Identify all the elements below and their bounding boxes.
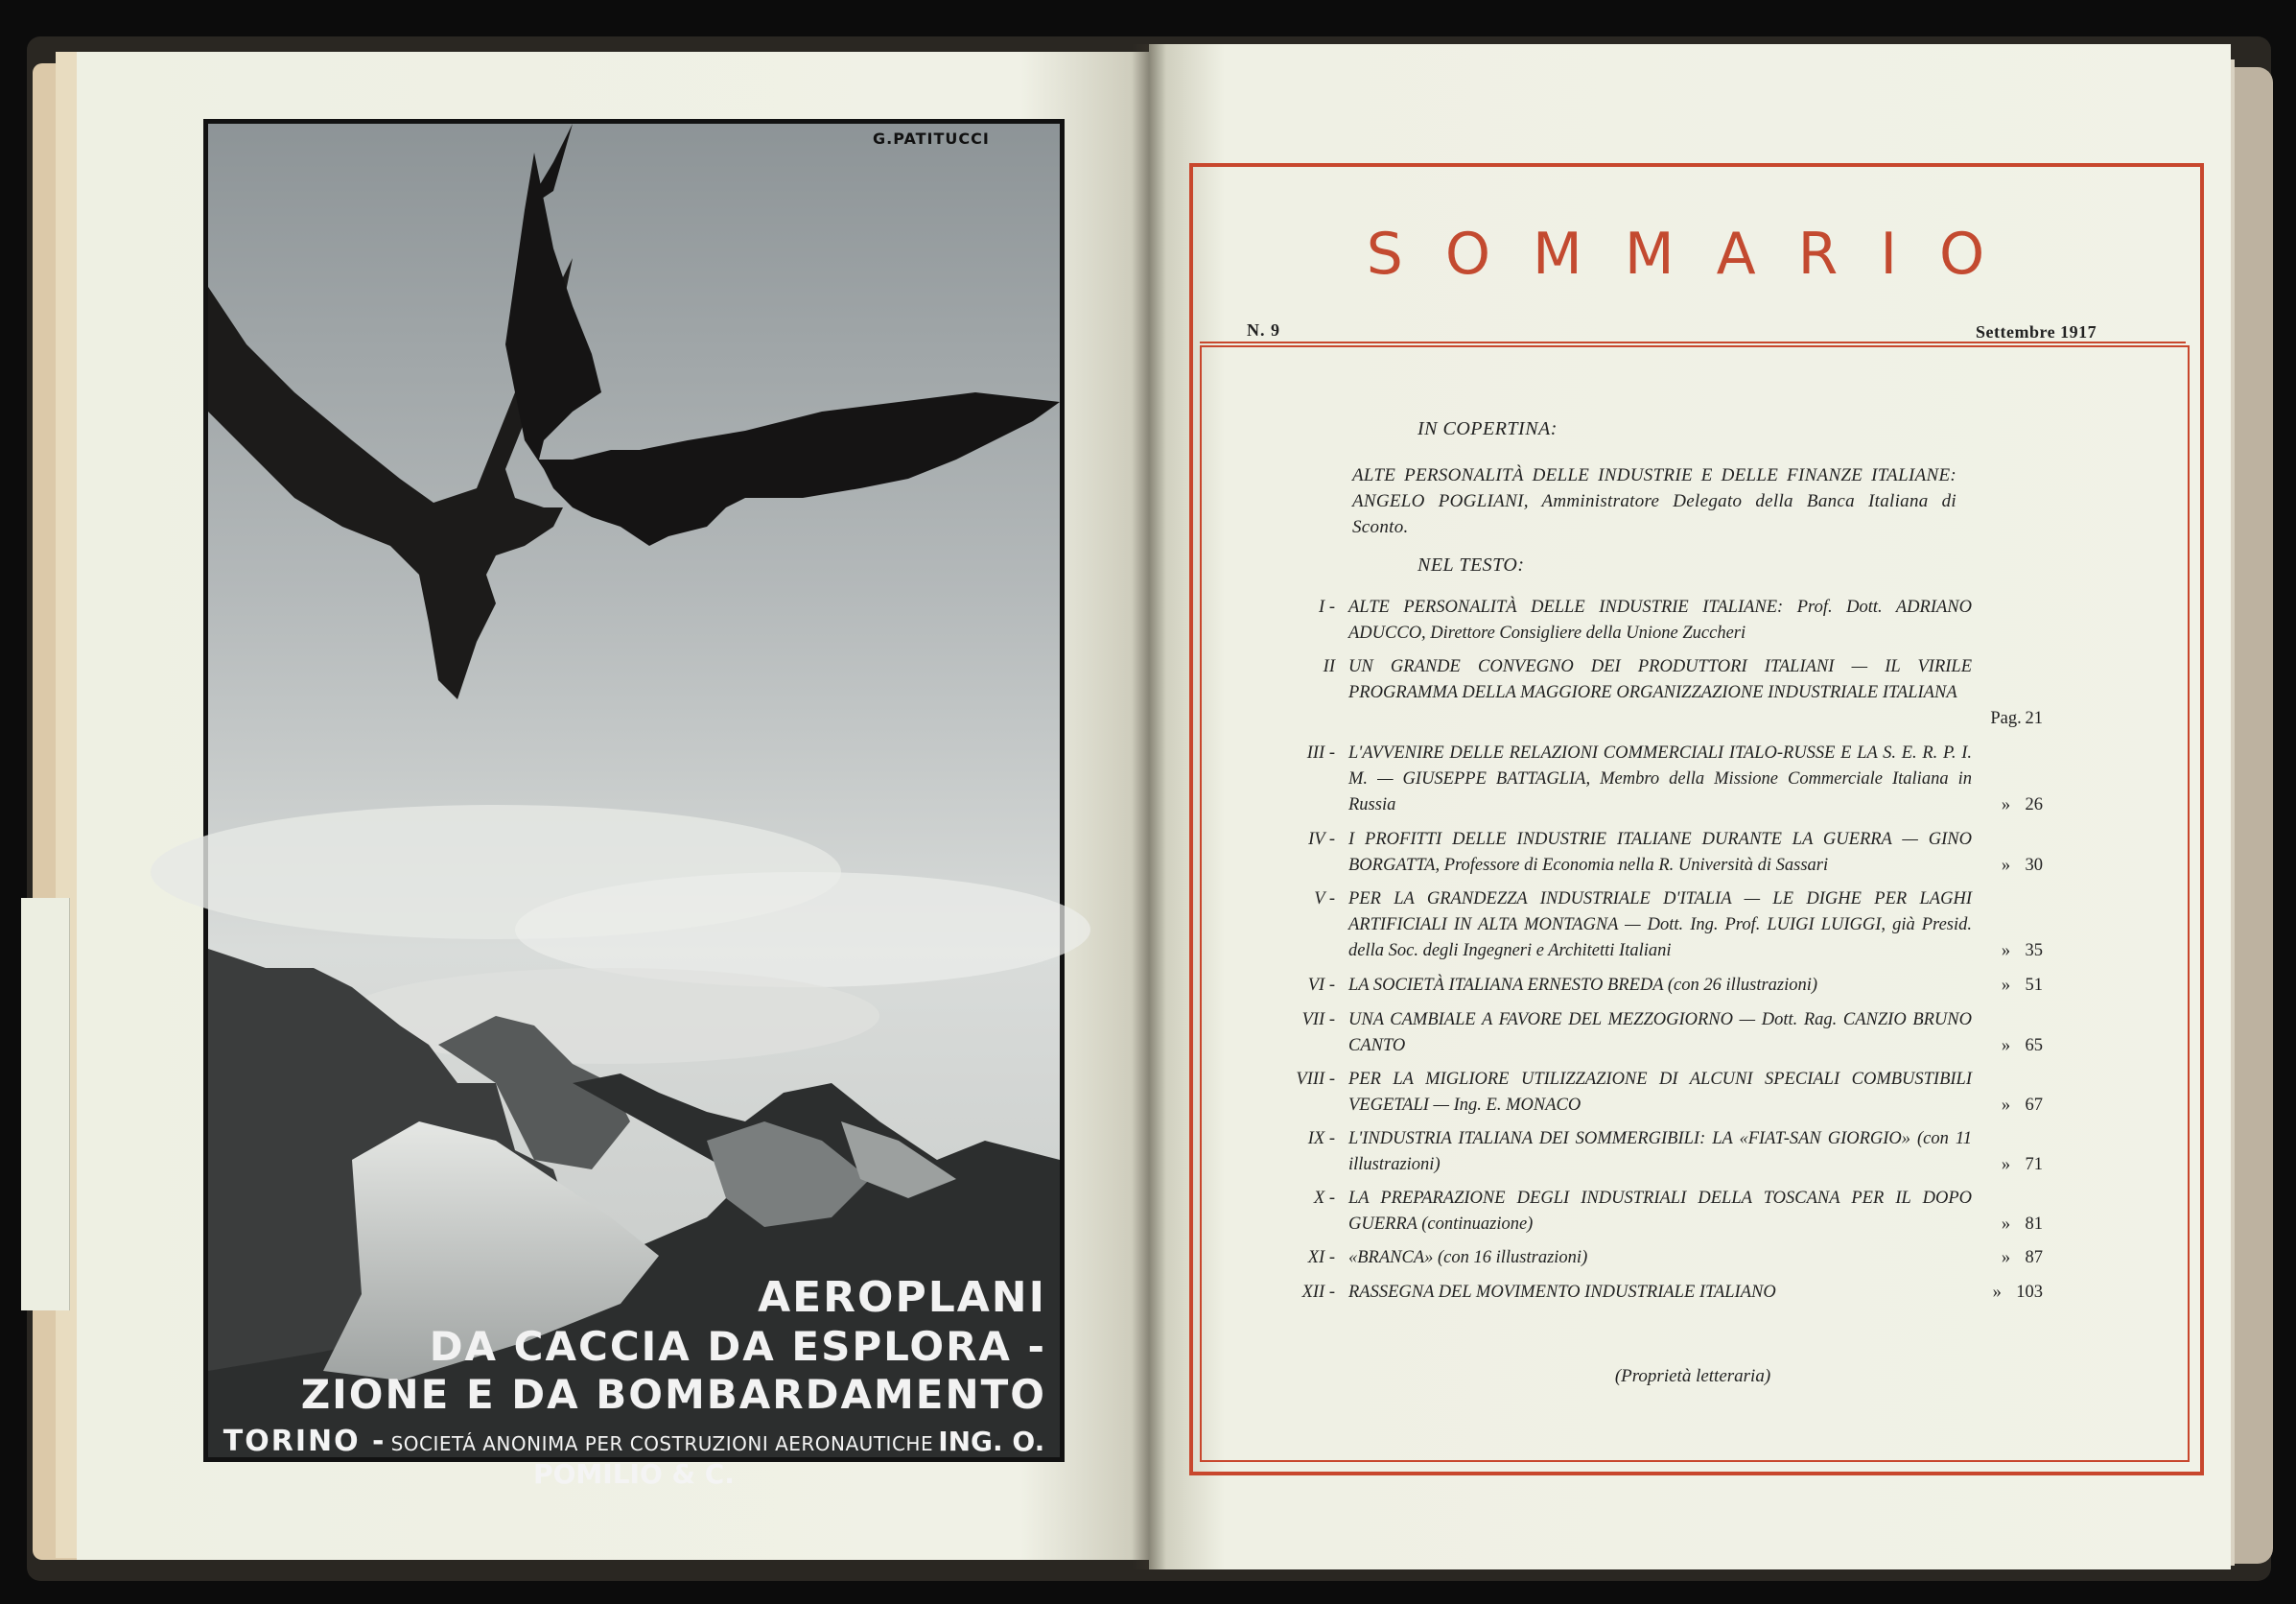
toc-number: III - [1306,743,1335,763]
toc-page-number: 26 [2025,795,2043,814]
poster-footer-company: SOCIETÁ ANONIMA PER COSTRUZIONI AERONAUTICHE [390,1432,934,1455]
toc-page-number: 103 [2016,1283,2043,1302]
toc-page [1956,621,2043,647]
toc-page-number: 35 [2025,941,2043,960]
toc-page-number: 65 [2025,1036,2043,1055]
toc-title: L'INDUSTRIA ITALIANA DEI SOMMERGIBILI: LA «FIAT-SAN GIORGIO» (con 11 illustrazioni) [1348,1129,1972,1174]
toc-page-mark: Pag. [1990,709,2022,728]
toc-number: IV - [1308,830,1335,849]
poster-title-line-3: ZIONE E DA BOMBARDAMENTO [300,1371,1046,1418]
toc-entry [1247,595,2043,647]
toc-number: XI - [1307,1248,1335,1267]
toc-number: VIII - [1296,1070,1335,1089]
cover-label: IN COPERTINA: [1417,418,1558,439]
text-label: NEL TESTO: [1417,554,1525,576]
toc-page [1956,1152,2043,1178]
artist-signature: G.PATITUCCI [873,130,990,148]
toc-number: IX - [1307,1129,1335,1148]
toc-title: I PROFITTI DELLE INDUSTRIE ITALIANE DURANTE LA GUERRA — GINO BORGATTA, Professore di Economia nella R. Università di Sassari [1348,830,1972,875]
toc-page-mark: » [2001,1248,2011,1267]
toc-title: RASSEGNA DEL MOVIMENTO INDUSTRIALE ITALIANO [1348,1283,1776,1302]
toc-title: ALTE PERSONALITÀ DELLE INDUSTRIE ITALIANE: Prof. Dott. ADRIANO ADUCCO, Direttore Consigliere della Unione Zuccheri [1348,598,1972,643]
toc-page [1956,1280,2043,1306]
toc-page-mark: » [2001,976,2011,995]
page-title: SOMMARIO [1366,221,2027,288]
toc-entry [1247,1245,2043,1271]
toc-page [1956,973,2043,999]
toc-page [1956,1033,2043,1059]
toc-entry [1247,973,2043,999]
poster-footer-owner: ING. O. POMILIO & C. [533,1426,1045,1490]
toc-title: «BRANCA» (con 16 illustrazioni) [1348,1248,1588,1267]
toc-entry [1247,1126,2043,1178]
toc-page [1956,792,2043,818]
toc-entry [1247,1186,2043,1238]
toc-page-number: 67 [2025,1096,2043,1115]
toc-page-mark: » [2001,1155,2011,1174]
toc-entry [1247,1007,2043,1059]
toc-page-number: 30 [2025,856,2043,875]
toc-page-number: 81 [2025,1215,2043,1234]
poster-footer [208,1425,1060,1490]
toc-title: PER LA GRANDEZZA INDUSTRIALE D'ITALIA — LE DIGHE PER LAGHI ARTIFICIALI IN ALTA MONTAGNA — Dott. Ing. Prof. LUIGI LUIGGI, già Presid. della Soc. degli Ingegneri e Architetti Italiani [1348,889,1972,960]
copyright-note: (Proprietà letteraria) [1614,1366,1771,1386]
toc-page-number: 71 [2025,1155,2043,1174]
toc-page-mark: » [2001,1215,2011,1234]
toc-page-number: 21 [2025,709,2043,728]
cover-description: ALTE PERSONALITÀ DELLE INDUSTRIE E DELLE FINANZE ITALIANE: ANGELO POGLIANI, Amministratore Delegato della Banca Italiana di Sconto. [1352,465,1956,537]
toc-page [1956,706,2043,732]
toc-page [1956,1212,2043,1238]
toc-page-mark: » [2001,856,2011,875]
poster-title-line-2: DA CACCIA DA ESPLORA - [429,1323,1046,1370]
toc-entry [1247,1067,2043,1119]
poster-illustration [208,124,1060,1490]
toc-entry [1247,741,2043,818]
toc-number: XII - [1301,1283,1335,1302]
book-gutter [1132,44,1166,1569]
toc-entry [1247,886,2043,964]
eagles-mountain-illustration [208,124,1060,1457]
page-tab [21,898,70,1310]
toc-entry [1247,1280,2043,1306]
toc-title: PER LA MIGLIORE UTILIZZAZIONE DI ALCUNI SPECIALI COMBUSTIBILI VEGETALI — Ing. E. MONACO [1348,1070,1972,1115]
toc-entry [1247,654,2043,732]
toc-page-number: 51 [2025,976,2043,995]
toc-title: LA SOCIETÀ ITALIANA ERNESTO BREDA (con 26 illustrazioni) [1348,976,1818,995]
toc-number: VII - [1301,1010,1335,1029]
toc-page [1956,1245,2043,1271]
toc-number: I - [1319,598,1335,617]
toc-title: L'AVVENIRE DELLE RELAZIONI COMMERCIALI ITALO-RUSSE E LA S. E. R. P. I. M. — GIUSEPPE BATTAGLIA, Membro della Missione Commerciale Italiana in Russia [1348,743,1972,814]
toc-page-mark: » [2001,795,2011,814]
toc-title: LA PREPARAZIONE DEGLI INDUSTRIALI DELLA TOSCANA PER IL DOPO GUERRA (continuazione) [1348,1189,1972,1234]
toc-number: V - [1314,889,1335,908]
toc-page-mark: » [2001,941,2011,960]
toc-page-number: 87 [2025,1248,2043,1267]
toc-page-mark: » [1992,1283,2002,1302]
toc-title: UN GRANDE CONVEGNO DEI PRODUTTORI ITALIANI — IL VIRILE PROGRAMMA DELLA MAGGIORE ORGANIZZAZIONE INDUSTRIALE ITALIANA [1348,657,1972,702]
toc-number: II [1323,657,1335,676]
toc-entry [1247,827,2043,879]
toc-number: VI - [1307,976,1335,995]
issue-number: N. 9 [1247,320,1280,340]
toc-page-mark: » [2001,1036,2011,1055]
issue-date: Settembre 1917 [1976,322,2097,342]
poster-footer-city: TORINO - [223,1425,387,1458]
toc-page-mark: » [2001,1096,2011,1115]
poster-title-line-1: AEROPLANI [758,1273,1046,1322]
advertisement-poster [203,119,1065,1490]
toc-number: X - [1313,1189,1335,1208]
toc-page [1956,1093,2043,1119]
toc-title: UNA CAMBIALE A FAVORE DEL MEZZOGIORNO — Dott. Rag. CANZIO BRUNO CANTO [1348,1010,1972,1055]
toc-page [1956,938,2043,964]
toc-page [1956,853,2043,879]
